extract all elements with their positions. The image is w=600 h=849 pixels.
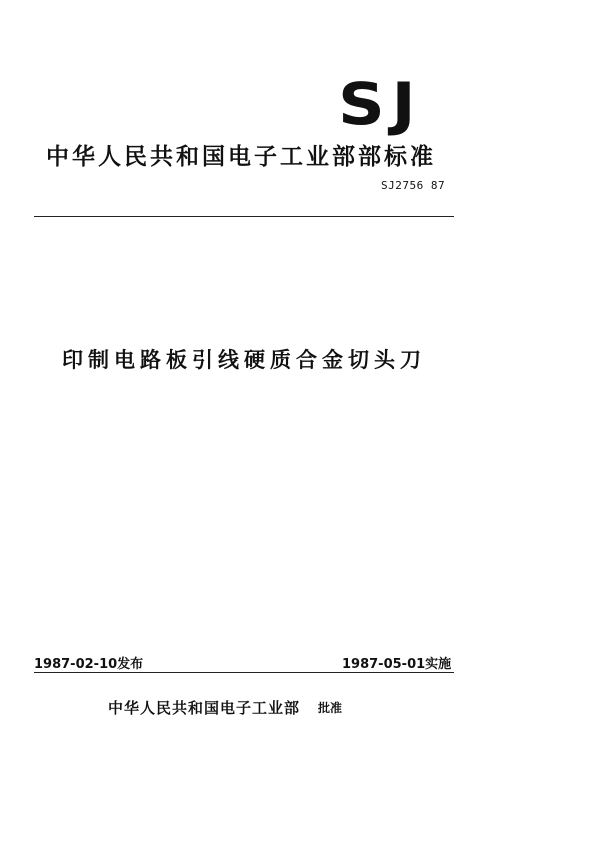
issue-date: 1987-02-10发布 (34, 657, 144, 672)
standard-code: SJ2756 87 (381, 179, 446, 192)
effective-date: 1987-05-01实施 (342, 657, 452, 672)
approving-authority: 中华人民共和国电子工业部 (108, 699, 301, 717)
ministry-standard-heading: 中华人民共和国电子工业部部标准 (46, 144, 436, 170)
top-divider (34, 216, 454, 217)
document-title: 印制电路板引线硬质合金切头刀 (62, 348, 426, 372)
approval-label: 批准 (318, 701, 343, 715)
standard-logo: SJ (338, 70, 423, 138)
bottom-divider (34, 672, 454, 673)
